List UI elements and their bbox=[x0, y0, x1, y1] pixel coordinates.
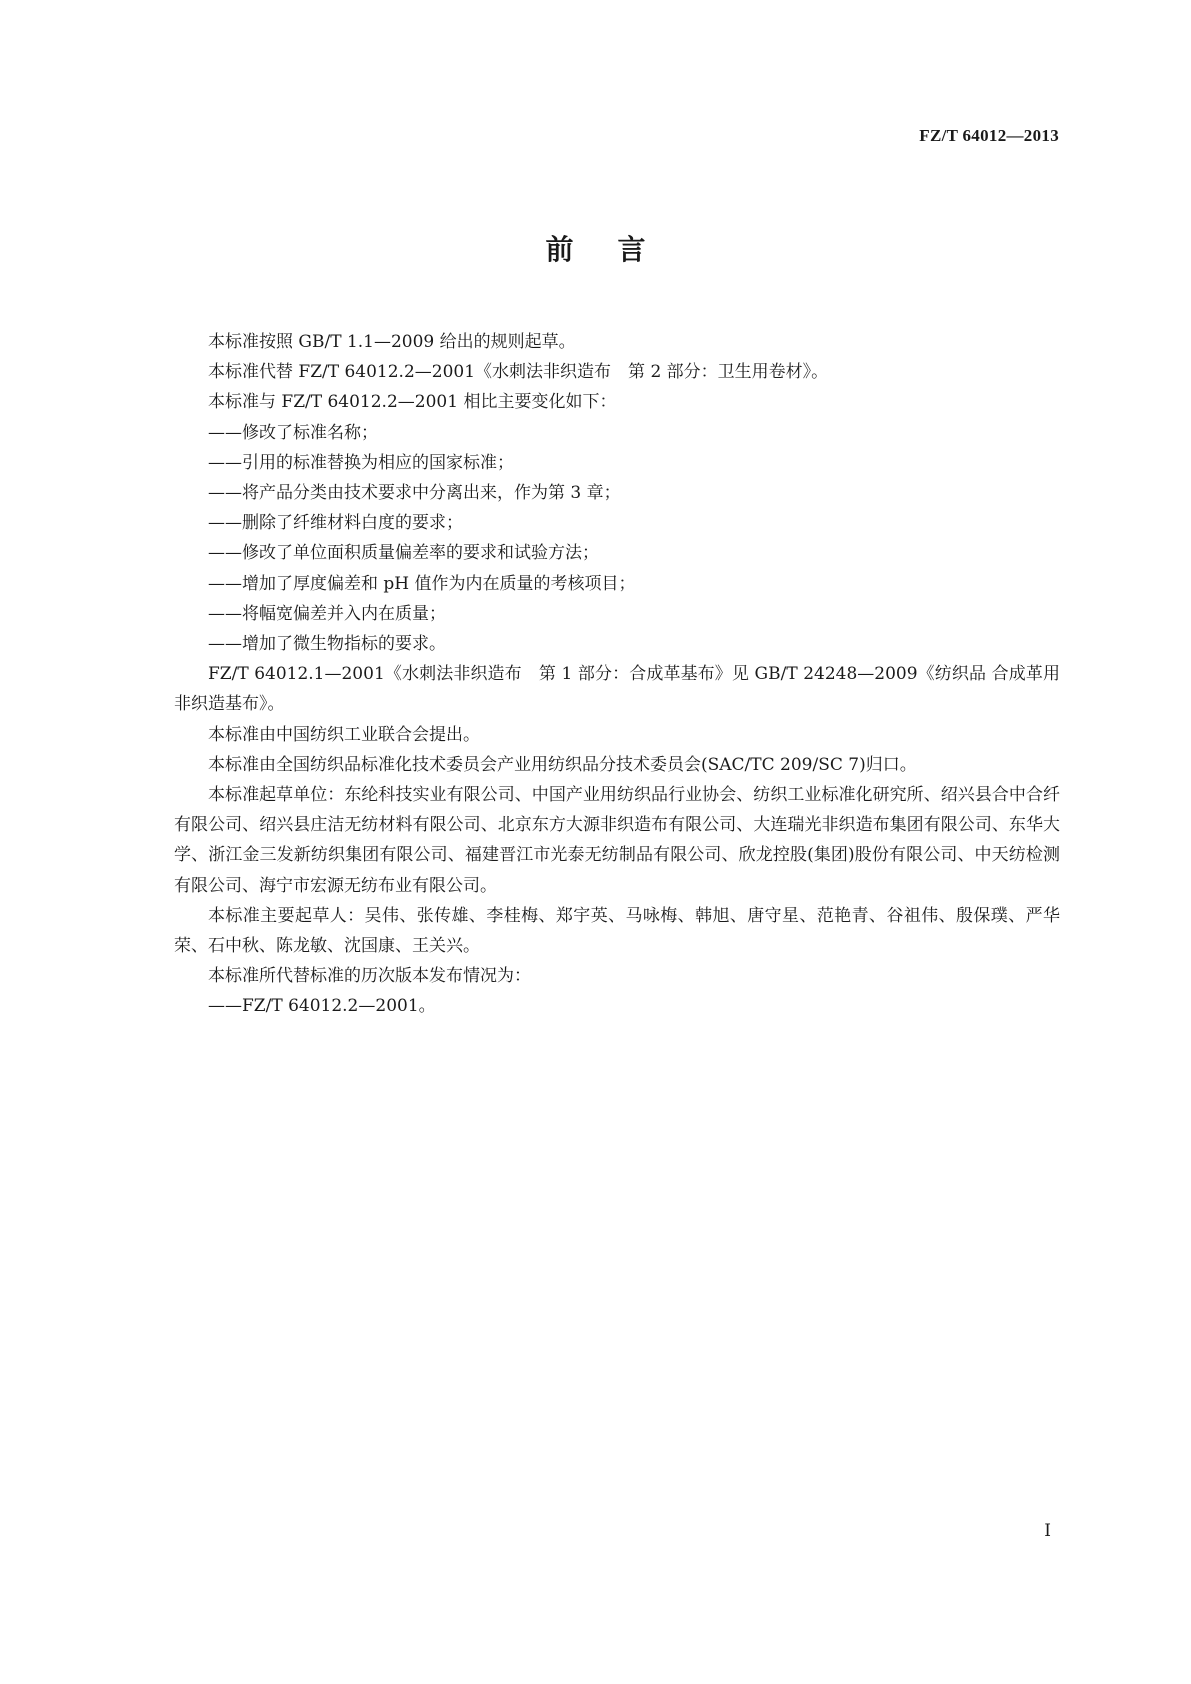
page-number: I bbox=[1044, 1521, 1051, 1541]
paragraph-replaces: 本标准代替 FZ/T 64012.2—2001《水刺法非织造布 第 2 部分：卫生用卷材》。 bbox=[208, 362, 829, 383]
list-item-change: ——修改了标准名称； bbox=[208, 422, 378, 443]
paragraph-drafting-rules: 本标准按照 GB/T 1.1—2009 给出的规则起草。 bbox=[208, 332, 576, 352]
list-item-change: ——删除了纤维材料白度的要求； bbox=[208, 513, 463, 534]
paragraph-changes-intro: 本标准与 FZ/T 64012.2—2001 相比主要变化如下： bbox=[208, 392, 617, 413]
paragraph-proposed-by: 本标准由中国纺织工业联合会提出。 bbox=[208, 724, 480, 745]
list-item-change: ——将幅宽偏差并入内在质量； bbox=[208, 603, 446, 624]
list-item-change: ——引用的标准替换为相应的国家标准； bbox=[208, 452, 514, 473]
list-item-change: ——增加了微生物指标的要求。 bbox=[208, 634, 446, 655]
document-code: FZ/T 64012—2013 bbox=[919, 126, 1059, 145]
paragraph-history-intro: 本标准所代替标准的历次版本发布情况为： bbox=[208, 966, 531, 987]
list-item-change: ——修改了单位面积质量偏差率的要求和试验方法； bbox=[208, 543, 599, 564]
foreword-body bbox=[174, 327, 1060, 1022]
list-item-change: ——将产品分类由技术要求中分离出来，作为第 3 章； bbox=[208, 483, 621, 504]
paragraph-drafting-units: 本标准起草单位：东纶科技实业有限公司、中国产业用纺织品行业协会、纺织工业标准化研究所、绍兴县合中合纤有限公司、绍兴县庄洁无纺材料有限公司、北京东方大源非织造布有限公司、大连瑞光非织造布集团有限公司、东华大学、浙江金三发新纺织集团有限公司、福建晋江市光泰无纺制品有限公司、欣龙控股(集团)股份有限公司、中天纺检测有限公司、海宁市宏源无纺布业有限公司。 bbox=[174, 785, 1060, 896]
paragraph-governed-by: 本标准由全国纺织品标准化技术委员会产业用纺织品分技术委员会(SAC/TC 209/SC 7)归口。 bbox=[208, 754, 917, 775]
list-item-change: ——增加了厚度偏差和 pH 值作为内在质量的考核项目； bbox=[208, 573, 636, 594]
paragraph-part1-reference: FZ/T 64012.1—2001《水刺法非织造布 第 1 部分：合成革基布》见 GB/T 24248—2009《纺织品 合成革用非织造基布》。 bbox=[174, 664, 1060, 715]
paragraph-drafters: 本标准主要起草人：吴伟、张传雄、李桂梅、郑宇英、马咏梅、韩旭、唐守星、范艳青、谷祖伟、殷保璞、严华荣、石中秋、陈龙敏、沈国康、王关兴。 bbox=[174, 905, 1060, 957]
page-title: 前言 bbox=[545, 233, 690, 266]
list-item-history: ——FZ/T 64012.2—2001。 bbox=[208, 996, 436, 1017]
